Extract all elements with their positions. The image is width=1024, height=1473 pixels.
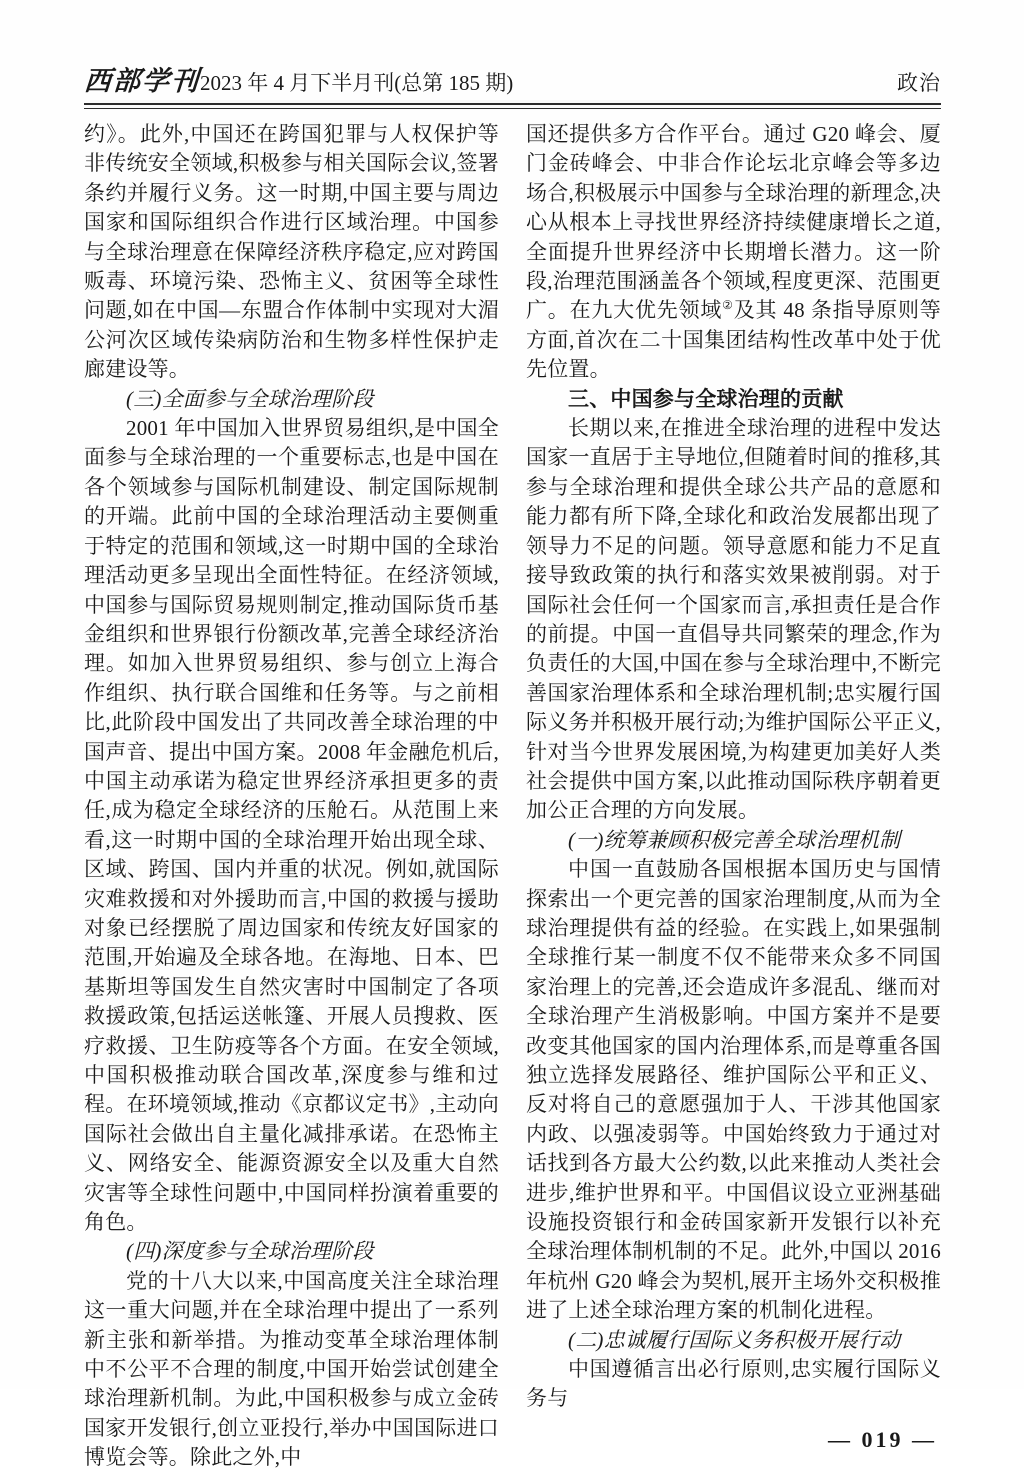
subsection-heading-2: (二)忠诚履行国际义务积极开展行动 (568, 1327, 901, 1352)
journal-logo: 西部学刊 (83, 66, 202, 96)
section-heading: 三、中国参与全球治理的贡献 (568, 387, 844, 411)
header-left (84, 68, 513, 96)
page-footer (526, 1427, 941, 1453)
page-header (84, 64, 941, 96)
header-rule (84, 103, 941, 109)
paragraph: 中国遵循言出必行原则,忠实履行国际义务与 (526, 1357, 941, 1411)
footnote-marker: ② (722, 298, 734, 313)
paragraph-text: 国还提供多方合作平台。通过 G20 峰会、厦门金砖峰会、中非合作论坛北京峰会等多边场合,积极展示中国参与全球治理的新理念,决心从根本上寻找世界经济持续健康增长之道,全面提升世界经济中长期增长潜力。这一阶段,治理范围涵盖各个领域,程度更深、范围更广。在九大优先领域 (526, 122, 941, 323)
left-column (84, 120, 499, 1473)
header-rule-thick (84, 103, 941, 105)
paragraph-continuation: 约》。此外,中国还在跨国犯罪与人权保护等非传统安全领域,积极参与相关国际会议,签署条约并履行义务。这一时期,中国主要与周边国家和国际组织合作进行区域治理。中国参与全球治理意在保障经济秩序稳定,应对跨国贩毒、环境污染、恐怖主义、贫困等全球性问题,如在中国—东盟合作体制中实现对大湄公河次区域传染病防治和生物多样性保护走廊建设等。 (84, 122, 499, 382)
paragraph-text: 及其 48 条指导原则等方面,首次在二十国集团结构性改革中处于优先位置。 (526, 298, 941, 382)
subsection-heading-4: (四)深度参与全球治理阶段 (126, 1239, 374, 1264)
paragraph-continuation (526, 120, 941, 385)
header-rule-thin (84, 108, 941, 109)
page-number: — 019 — (828, 1426, 937, 1452)
paragraph: 长期以来,在推进全球治理的进程中发达国家一直居于主导地位,但随着时间的推移,其参与全球治理和提供全球公共产品的意愿和能力都有所下降,全球化和政治发展都出现了领导力不足的问题。领导意愿和能力不足直接导致政策的执行和落实效果被削弱。对于国际社会任何一个国家而言,承担责任是合作的前提。中国一直倡导共同繁荣的理念,作为负责任的大国,中国在参与全球治理中,不断完善国家治理体系和全球治理机制;忠实履行国际义务并积极开展行动;为维护国际公平正义,针对当今世界发展困境,为构建更加美好人类社会提供中国方案,以此推动国际秩序朝着更加公正合理的方向发展。 (526, 416, 941, 823)
issue-info: 2023 年 4 月下半月刊(总第 185 期) (200, 71, 514, 95)
paragraph: 党的十八大以来,中国高度关注全球治理这一重大问题,并在全球治理中提出了一系列新主张和新举措。为推动变革全球治理体制中不公平不合理的制度,中国开始尝试创建全球治理新机制。为此,中国积极参与成立金砖国家开发银行,创立亚投行,举办中国国际进口博览会等。除此之外,中 (84, 1268, 499, 1470)
paragraph: 中国一直鼓励各国根据本国历史与国情探索出一个更完善的国家治理制度,从而为全球治理提供有益的经验。在实践上,如果强制全球推行某一制度不仅不能带来众多不同国家治理上的完善,还会造成许多混乱、继而对全球治理产生消极影响。中国方案并不是要改变其他国家的国内治理体系,而是尊重各国独立选择发展路径、维护国际公平和正义、反对将自己的意愿强加于人、干涉其他国家内政、以强凌弱等。中国始终致力于通过对话找到各方最大公约数,以此来推动人类社会进步,维护世界和平。中国倡议设立亚洲基础设施投资银行和金砖国家新开发银行以补充全球治理体制机制的不足。此外,中国以 2016 年杭州 G20 峰会为契机,展开主场外交积极推进了上述全球治理方案的机制化进程。 (526, 857, 941, 1323)
article-body (84, 120, 941, 1473)
right-column (526, 120, 941, 1473)
subsection-heading-1: (一)统筹兼顾积极完善全球治理机制 (568, 827, 901, 852)
subsection-heading-3: (三)全面参与全球治理阶段 (126, 386, 374, 411)
paragraph: 2001 年中国加入世界贸易组织,是中国全面参与全球治理的一个重要标志,也是中国在各个领域参与国际机制建设、制定国际规制的开端。此前中国的全球治理活动主要侧重于特定的范围和领域,这一时期中国的全球治理活动更多呈现出全面性特征。在经济领域,中国参与国际贸易规则制定,推动国际货币基金组织和世界银行份额改革,完善全球经济治理。如加入世界贸易组织、参与创立上海合作组织、执行联合国维和任务等。与之前相比,此阶段中国发出了共同改善全球治理的中国声音、提出中国方案。2008 年金融危机后,中国主动承诺为稳定世界经济承担更多的责任,成为稳定全球经济的压舱石。从范围上来看,这一时期中国的全球治理开始出现全球、区域、跨国、国内并重的状况。例如,就国际灾难救援和对外援助而言,中国的救援与援助对象已经摆脱了周边国家和传统友好国家的范围,开始遍及全球各地。在海地、日本、巴基斯坦等国发生自然灾害时中国制定了各项救援政策,包括运送帐篷、开展人员搜救、医疗救援、卫生防疫等各个方面。在安全领域,中国积极推动联合国改革,深度参与维和过程。在环境领域,推动《京都议定书》,主动向国际社会做出自主量化减排承诺。在恐怖主义、网络安全、能源资源安全以及重大自然灾害等全球性问题中,中国同样扮演着重要的角色。 (84, 416, 499, 1235)
section-label: 政治 (897, 71, 941, 95)
